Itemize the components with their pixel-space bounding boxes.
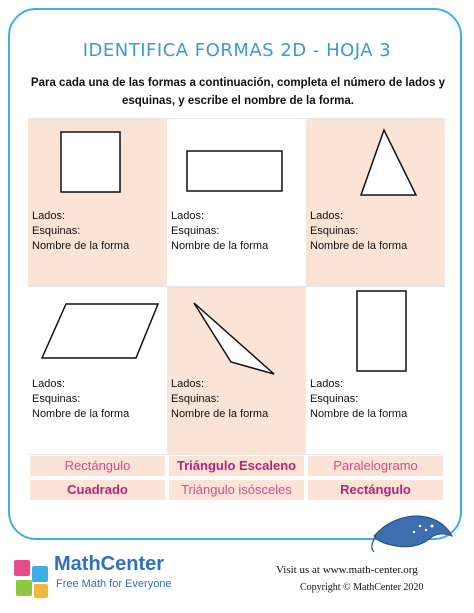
sides-label: Lados: [171,210,205,222]
corners-label: Esquinas: [32,225,81,237]
word-bank-item: Triángulo isósceles [169,480,304,500]
isosceles-triangle-shape [306,118,445,208]
word-bank-row-2 [28,480,445,500]
corners-label: Esquinas: [310,393,359,405]
grid-line [28,118,445,119]
scalene-triangle-shape [167,286,306,376]
cell-labels [171,209,268,254]
word-bank-item: Rectángulo [30,456,165,476]
shape-name-label: Nombre de la forma [171,408,269,420]
brand-name: MathCenter [54,553,165,575]
word-bank-item: Cuadrado [30,480,165,500]
shape-cell-parallelogram [28,286,167,454]
shape-name-label: Nombre de la forma [171,240,269,252]
sides-label: Lados: [310,210,344,222]
cell-labels [32,377,129,422]
sides-label: Lados: [171,378,205,390]
instructions: Para cada una de las formas a continuación, completa el número de lados y esquinas, y escribe el nombre de la forma. [30,77,446,107]
shape-cell-tall-rectangle [306,286,445,454]
word-bank-row-1 [28,456,445,476]
cell-labels [32,209,129,254]
grid-line [28,286,445,287]
manta-ray-icon [370,506,456,554]
worksheet-title: IDENTIFICA FORMAS 2D - HOJA 3 [82,40,392,61]
square-shape [28,118,167,208]
corners-label: Esquinas: [32,393,81,405]
copyright: Copyright © MathCenter 2020 [300,582,424,593]
shape-name-label: Nombre de la forma [32,240,130,252]
corners-label: Esquinas: [310,225,359,237]
corners-label: Esquinas: [171,393,220,405]
mathcenter-logo-icon [10,556,52,604]
cell-labels [310,377,407,422]
parallelogram-shape [28,286,167,376]
corners-label: Esquinas: [171,225,220,237]
shape-cell-scalene-triangle [167,286,306,454]
shape-cell-isosceles-triangle [306,118,445,286]
word-bank-item: Triángulo Escaleno [169,456,304,476]
visit-link[interactable]: Visit us at www.math-center.org [276,564,418,576]
shape-name-label: Nombre de la forma [32,408,130,420]
shape-name-label: Nombre de la forma [310,408,408,420]
tall-rectangle-shape [306,286,445,376]
cell-labels [171,377,268,422]
shape-name-label: Nombre de la forma [310,240,408,252]
brand-tagline: Free Math for Everyone [56,578,172,590]
word-bank-item: Rectángulo [308,480,443,500]
cell-labels [310,209,407,254]
sides-label: Lados: [310,378,344,390]
grid-line [28,454,445,455]
sides-label: Lados: [32,378,66,390]
rectangle-shape [167,118,306,208]
shape-cell-square [28,118,167,286]
word-bank-item: Paralelogramo [308,456,443,476]
sides-label: Lados: [32,210,66,222]
shape-cell-rectangle [167,118,306,286]
